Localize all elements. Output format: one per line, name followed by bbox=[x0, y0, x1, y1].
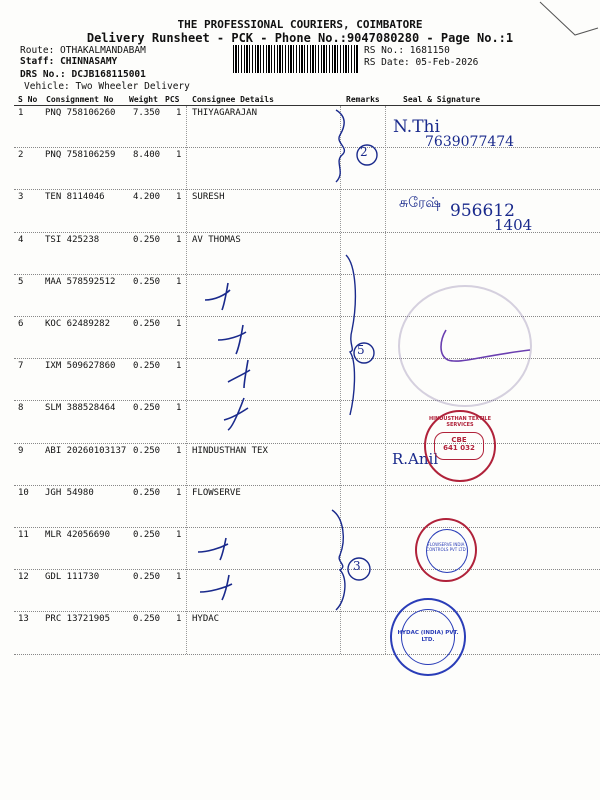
row-weight: 0.250 bbox=[133, 487, 161, 498]
row-sno: 10 bbox=[18, 487, 29, 498]
hindusthan-stamp-city: CBE bbox=[451, 436, 467, 444]
row-consignment-no: PNQ 758106259 bbox=[45, 150, 116, 161]
row-pcs: 1 bbox=[176, 614, 182, 625]
hindusthan-stamp bbox=[424, 410, 496, 482]
drs-value: DCJB168115001 bbox=[71, 69, 146, 80]
row-consignment-no: SLM 388528464 bbox=[45, 403, 116, 414]
sig-row1-phone: 7639077474 bbox=[425, 134, 515, 150]
row-sno: 12 bbox=[18, 572, 29, 583]
row-weight: 0.250 bbox=[133, 403, 161, 414]
delivered-tick-marks-icon bbox=[198, 283, 250, 600]
col-header-consignee: Consignee Details bbox=[192, 95, 274, 104]
col-header-seal-signature: Seal & Signature bbox=[403, 95, 481, 104]
row-weight: 0.250 bbox=[133, 361, 161, 372]
row-consignment-no: IXM 509627860 bbox=[45, 361, 116, 372]
row-sno: 13 bbox=[18, 614, 29, 625]
brace-rows-4-8-icon bbox=[346, 255, 374, 415]
row-consignment-no: GDL 111730 bbox=[45, 572, 100, 583]
staff-value: CHINNASAMY bbox=[60, 56, 118, 67]
row-pcs: 1 bbox=[176, 487, 182, 498]
row-weight: 0.250 bbox=[133, 234, 161, 245]
brace-rows-11-13-icon bbox=[332, 510, 370, 610]
hydac-stamp-name: HYDAC (INDIA) PVT. LTD. bbox=[397, 630, 459, 643]
row-weight: 0.250 bbox=[133, 319, 161, 329]
row-consignment-no: TEN 8114046 bbox=[45, 192, 105, 203]
row-sno: 2 bbox=[18, 150, 24, 161]
row-pcs: 1 bbox=[176, 572, 182, 583]
col-header-sno: S No bbox=[18, 95, 38, 104]
row-weight: 4.200 bbox=[133, 192, 161, 203]
row-consignee: AV THOMAS bbox=[192, 234, 241, 245]
remark-group-count-3: 3 bbox=[353, 559, 361, 573]
row-consignment-no: KOC 62489282 bbox=[45, 319, 111, 329]
row-sno: 3 bbox=[18, 192, 24, 203]
row-sno: 11 bbox=[18, 530, 29, 540]
row-weight: 0.250 bbox=[133, 530, 161, 540]
hindusthan-stamp-centre bbox=[434, 432, 484, 460]
row-weight: 7.350 bbox=[133, 108, 161, 118]
row-consignee: SURESH bbox=[192, 192, 225, 203]
row-weight: 0.250 bbox=[133, 445, 161, 456]
flowserve-stamp-name: FLOWSERVE INDIA CONTROLS PVT LTD bbox=[426, 542, 466, 552]
row-pcs: 1 bbox=[176, 361, 182, 372]
col-header-remarks: Remarks bbox=[346, 95, 380, 104]
row-weight: 8.400 bbox=[133, 150, 161, 161]
row-sno: 5 bbox=[18, 276, 24, 287]
sig-row1-name: N.Thi bbox=[393, 117, 440, 137]
row-pcs: 1 bbox=[176, 276, 182, 287]
row-pcs: 1 bbox=[176, 108, 182, 118]
sig-row9-name: R.Anil bbox=[392, 450, 439, 468]
company-title: THE PROFESSIONAL COURIERS, COIMBATORE bbox=[177, 18, 423, 31]
sig-row3-phone-a: 956612 bbox=[450, 201, 515, 221]
remark-group-count-2: 5 bbox=[357, 343, 365, 357]
row-consignment-no: JGH 54980 bbox=[45, 487, 94, 498]
brace-rows-1-2-icon bbox=[336, 110, 377, 182]
row-consignee: HINDUSTHAN TEX bbox=[192, 445, 268, 456]
row-consignee: HYDAC bbox=[192, 614, 220, 625]
row-sno: 8 bbox=[18, 403, 24, 414]
row-consignment-no: PRC 13721905 bbox=[45, 614, 111, 625]
row-sno: 7 bbox=[18, 361, 24, 372]
row-pcs: 1 bbox=[176, 192, 182, 203]
remark-group-count-1: 2 bbox=[360, 145, 368, 159]
col-header-pcs: PCS bbox=[165, 95, 180, 104]
faded-stamp bbox=[398, 285, 532, 407]
row-pcs: 1 bbox=[176, 445, 182, 456]
row-sno: 1 bbox=[18, 108, 24, 118]
row-consignment-no: PNQ 758106260 bbox=[45, 108, 116, 118]
row-pcs: 1 bbox=[176, 234, 182, 245]
row-sno: 4 bbox=[18, 234, 24, 245]
drs-label: DRS No.: bbox=[20, 69, 66, 80]
row-consignment-no: ABI 20260103137 bbox=[45, 445, 127, 456]
row-pcs: 1 bbox=[176, 403, 182, 414]
rs-number: RS No.: 1681150 bbox=[364, 45, 450, 56]
row-consignee: FLOWSERVE bbox=[192, 487, 241, 498]
row-consignment-no: MAA 578592512 bbox=[45, 276, 116, 287]
row-sno: 6 bbox=[18, 319, 24, 329]
flowserve-stamp bbox=[415, 518, 477, 582]
row-weight: 0.250 bbox=[133, 572, 161, 583]
hindusthan-stamp-name: HINDUSTHAN TEXTILE SERVICES bbox=[429, 416, 491, 428]
hindusthan-stamp-pin: 641 032 bbox=[443, 444, 475, 452]
row-sno: 9 bbox=[18, 445, 24, 456]
runsheet-subtitle: Delivery Runsheet - PCK - Phone No.:9047080280 - Page No.:1 bbox=[86, 31, 514, 45]
staff-label: Staff: bbox=[20, 56, 55, 67]
sig-row3-name: சுரேஷ் bbox=[399, 195, 441, 211]
col-header-weight: Weight bbox=[129, 95, 158, 104]
sig-row3-phone-b: 1404 bbox=[494, 216, 533, 234]
row-pcs: 1 bbox=[176, 530, 182, 540]
row-consignment-no: MLR 42056690 bbox=[45, 530, 111, 540]
col-header-consignment: Consignment No bbox=[46, 95, 114, 104]
row-consignee: THIYAGARAJAN bbox=[192, 108, 258, 118]
row-weight: 0.250 bbox=[133, 614, 161, 625]
route-label: Route: OTHAKALMANDABAM bbox=[20, 45, 146, 56]
row-consignment-no: TSI 425238 bbox=[45, 234, 100, 245]
row-weight: 0.250 bbox=[133, 276, 161, 287]
row-pcs: 1 bbox=[176, 150, 182, 161]
rs-date: RS Date: 05-Feb-2026 bbox=[364, 57, 479, 68]
vehicle-label: Vehicle: Two Wheeler Delivery bbox=[24, 81, 190, 92]
hydac-stamp bbox=[390, 598, 466, 676]
row-pcs: 1 bbox=[176, 319, 182, 329]
